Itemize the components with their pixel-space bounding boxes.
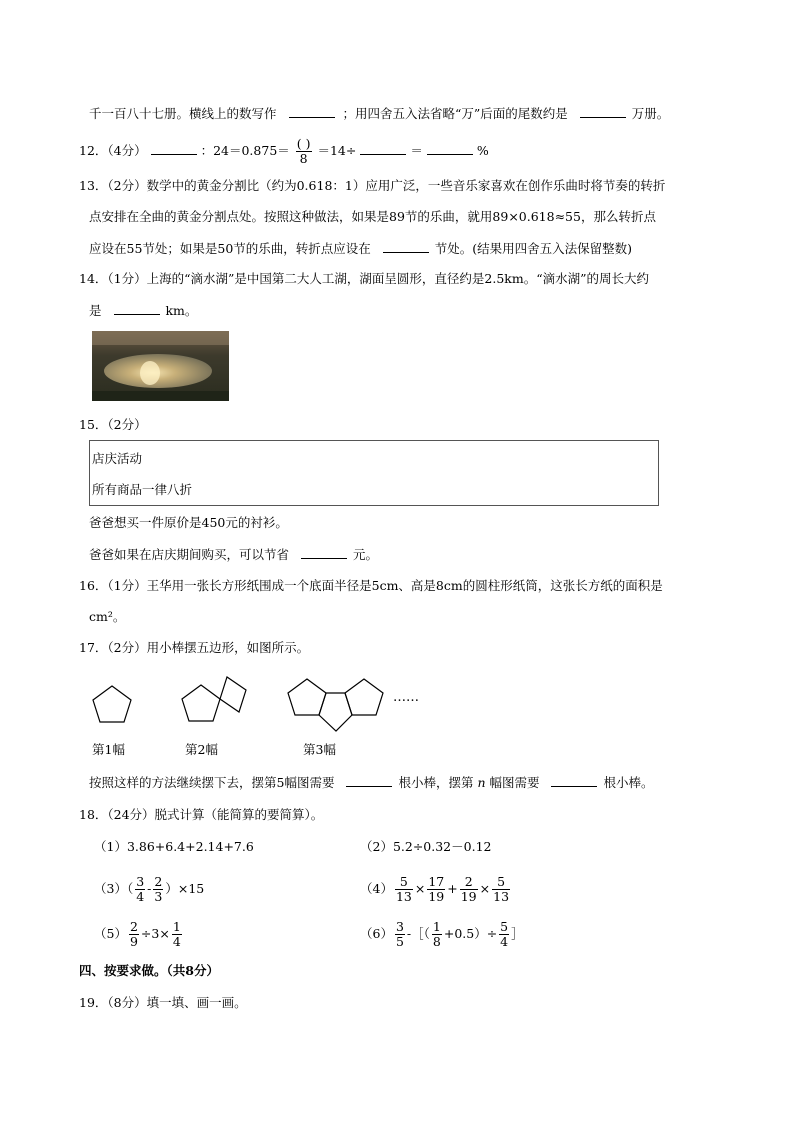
calc-4: （4） $\frac{5}{13}$ × $\frac{17}{19}$ + $\frac{2}{19}$ × $\frac{5}{13}$ [360,874,510,904]
q13-line-2: 点安排在全曲的黄金分割点处。按照这种做法，如果是89节的乐曲，就用89×0.618≈55，那么转折点 [89,209,656,224]
q12-blank-3[interactable] [427,141,473,155]
q13-line-3: 应设在55节处；如果是50节的乐曲，转折点应设在 节处。(结果用四舍五入法保留整数) [89,241,633,256]
calc-1: （1）3.86+6.4+2.14+7.6 [94,839,254,854]
calc-3: （3）（ $\frac{3}{4}$ - $\frac{2}{3}$ ）×15 [94,874,205,904]
q17-blank-1[interactable] [346,773,392,787]
notice-body: 所有商品一律八折 [92,482,193,497]
q14-blank[interactable] [114,301,160,315]
caption-figure-1: 第1幅 [92,742,125,757]
q14-line-1: 14．（1分）上海的“滴水湖”是中国第二大人工湖，湖面呈圆形，直径约是2.5km。“滴水湖”的周长大约 [79,271,649,286]
q11-blank-1[interactable] [289,104,335,118]
q19-line: 19．（8分）填一填、画一画。 [79,995,247,1010]
q15-line-2: 爸爸如果在店庆期间购买，可以节省 元。 [89,547,378,562]
q11-blank-2[interactable] [580,104,626,118]
figure-2-pentagon-a [182,685,220,721]
pentagon-figures [80,665,440,737]
q13-line-1: 13．（2分）数学中的黄金分割比（约为0.618：1）应用广泛，一些音乐家喜欢在创作乐曲时将节奏的转折 [79,178,666,193]
calc-2: （2）5.2÷0.32－0.12 [360,839,492,854]
lake-photo [92,331,229,401]
figure-1-pentagon [93,686,131,722]
q15-line-1: 爸爸想买一件原价是450元的衬衫。 [89,515,288,530]
q12-blank-2[interactable] [360,141,406,155]
q12-blank-1[interactable] [151,141,197,155]
q17-blank-2[interactable] [551,773,597,787]
caption-figure-3: 第3幅 [303,742,336,757]
calc-5: （5） $\frac{2}{9}$ ÷3× $\frac{1}{4}$ [94,919,181,949]
caption-figure-2: 第2幅 [185,742,218,757]
q15-notice-box [89,440,659,506]
q16-line-1: 16．（1分）王华用一张长方形纸围成一个底面半径是5cm、高是8cm的圆柱形纸筒，这张长方纸的面积是 [79,578,663,593]
ellipsis: …… [393,690,419,705]
q15-blank[interactable] [301,545,347,559]
calc-6: （6） $\frac{3}{5}$ -［（ $\frac{1}{8}$ +0.5）÷ $\frac{5}{4}$ ］ [360,919,524,949]
q18-line-1: 18．（24分）脱式计算（能简算的要简算）。 [79,807,324,822]
q14-line-2: 是 km。 [89,303,198,318]
q16-line-2: cm²。 [89,609,126,624]
q13-blank[interactable] [383,239,429,253]
q15-prefix: 15．（2分） [79,417,147,432]
q12-fraction: $\frac{( )}{8}$ [296,136,311,166]
figure-3-pentagon-c [345,679,383,715]
q11-line: 千一百八十七册。横线上的数写作 ；用四舍五入法省略“万”后面的尾数约是 万册。 [89,106,670,121]
section-4-heading: 四、按要求做。（共8分） [79,963,219,978]
q12-line: 12．（4分） ：24＝0.875＝ $\frac{( )}{8}$ ＝14÷ ＝ % [79,136,489,166]
q17-line-1: 17．（2分）用小棒摆五边形，如图所示。 [79,640,310,655]
q17-line-2: 按照这样的方法继续摆下去，摆第5幅图需要 根小棒，摆第 n 幅图需要 根小棒。 [89,775,654,790]
notice-title: 店庆活动 [92,451,143,466]
figure-2-pentagon-b [220,677,246,712]
